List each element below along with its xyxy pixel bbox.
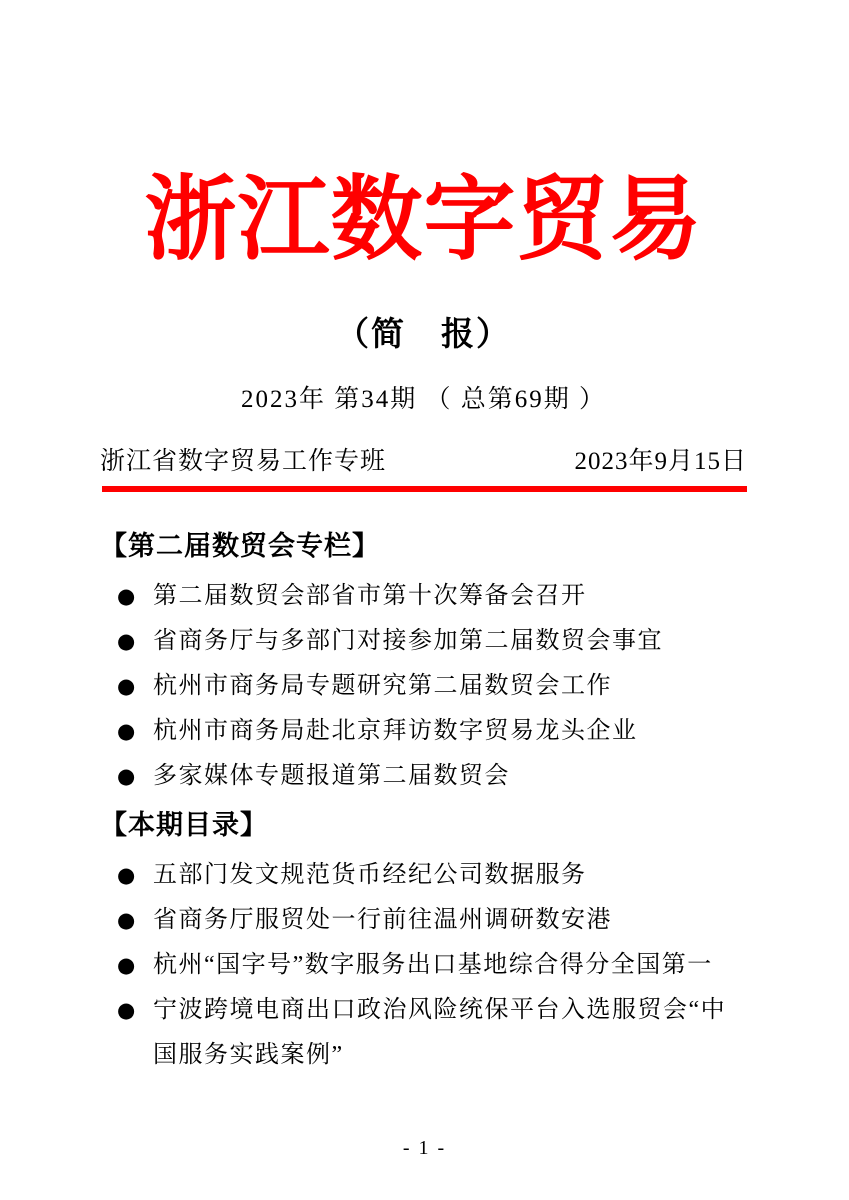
list-item [100, 709, 747, 754]
section-list-contents [100, 853, 747, 1078]
bullet-icon: ● [117, 952, 136, 977]
publisher-name: 浙江省数字贸易工作专班 [100, 447, 387, 475]
list-item-text: 杭州“国字号”数字服务出口基地综合得分全国第一 [153, 951, 713, 978]
list-item-text: 第二届数贸会部省市第十次筹备会召开 [153, 582, 587, 609]
list-item [100, 619, 747, 664]
list-item [100, 664, 747, 709]
list-item-text: 省商务厅服贸处一行前往温州调研数安港 [153, 906, 612, 933]
list-item-text: 五部门发文规范货币经纪公司数据服务 [153, 861, 587, 888]
bullet-icon: ● [117, 862, 136, 887]
section-header-special-column: 【第二届数贸会专栏】 [100, 530, 380, 561]
bulletin-subtitle: （简 报） [336, 316, 511, 353]
bullet-icon: ● [117, 997, 136, 1022]
list-item [100, 898, 747, 943]
masthead-row [100, 441, 747, 477]
list-item [100, 853, 747, 898]
masthead-divider [102, 486, 747, 492]
bulletin-title: 浙江数字贸易 [144, 169, 703, 271]
section-list-special-column [100, 574, 747, 799]
bullet-icon: ● [117, 583, 136, 608]
list-item [100, 574, 747, 619]
bullet-icon: ● [117, 628, 136, 653]
bullet-icon: ● [117, 718, 136, 743]
list-item [100, 754, 747, 799]
list-item-text: 杭州市商务局赴北京拜访数字贸易龙头企业 [153, 717, 638, 744]
list-item-text: 省商务厅与多部门对接参加第二届数贸会事宜 [153, 627, 663, 654]
list-item [100, 988, 747, 1078]
page-number: - 1 - [402, 1137, 447, 1159]
list-item-text: 宁波跨境电商出口政治风险统保平台入选服贸会“中国服务实践案例” [153, 996, 727, 1068]
bullet-icon: ● [117, 907, 136, 932]
issue-date: 2023年9月15日 [574, 447, 747, 475]
list-item-text: 多家媒体专题报道第二届数贸会 [153, 762, 510, 789]
list-item [100, 943, 747, 988]
issue-info: 2023年 第34期 （ 总第69期 ） [240, 385, 606, 413]
bullet-icon: ● [117, 673, 136, 698]
bullet-icon: ● [117, 763, 136, 788]
list-item-text: 杭州市商务局专题研究第二届数贸会工作 [153, 672, 612, 699]
section-header-contents: 【本期目录】 [100, 809, 268, 840]
